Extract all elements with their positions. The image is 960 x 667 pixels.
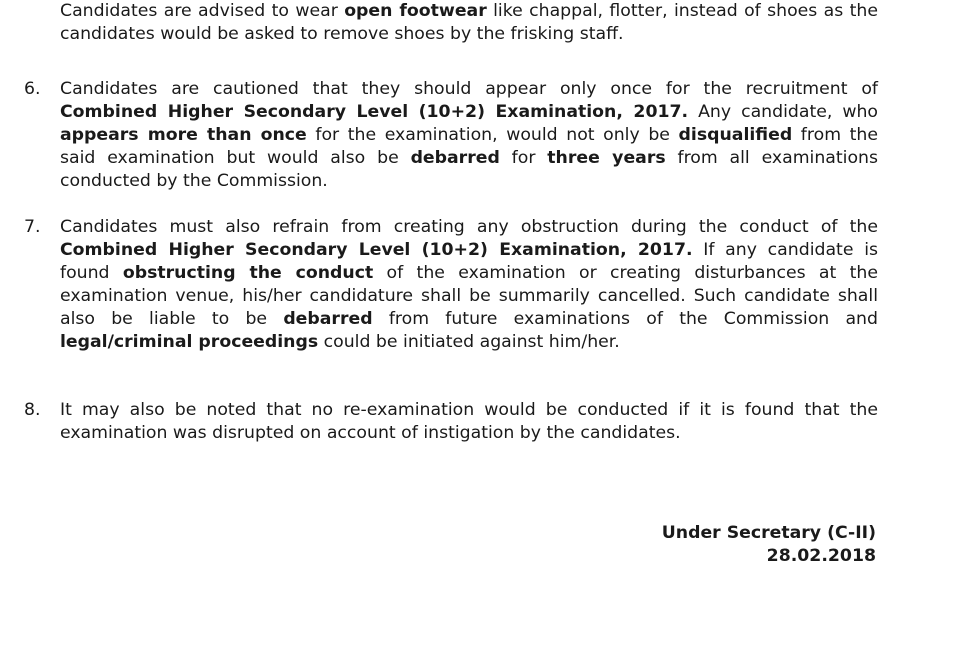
emphasized-text: open footwear	[344, 1, 487, 21]
paragraph-7-text	[60, 216, 878, 354]
paragraph-7-number: 7.	[24, 217, 41, 237]
text-run: Candidates are advised to wear	[60, 1, 345, 21]
emphasized-text: three years	[547, 148, 666, 168]
text-run: It may also be noted that no re-examination would be conducted if it is found that the examination was disrupted on account of instigation by the candidates.	[60, 400, 878, 443]
paragraph-5-text	[60, 0, 878, 46]
text-run: could be initiated against him/her.	[318, 332, 620, 352]
text-run: If any candidate is found	[60, 240, 878, 283]
text-run: of the examination or creating disturbances at the examination venue, his/her candidature shall be summarily cancelled. Such candidate shall also be liable to be	[60, 263, 878, 329]
emphasized-text: Combined Higher Secondary Level (10+2) Examination, 2017.	[60, 102, 689, 122]
paragraph-7	[24, 216, 878, 354]
emphasized-text: appears more than once	[60, 125, 307, 145]
paragraph-8	[24, 399, 878, 445]
text-run: Any candidate, who	[688, 102, 879, 122]
paragraph-6-number: 6.	[24, 79, 41, 99]
text-run: from all examinations conducted by the Commission.	[60, 148, 879, 191]
paragraph-5-continued	[60, 0, 878, 46]
text-run: from the said examination but would also be	[60, 125, 878, 168]
signature-date: 28.02.2018	[766, 546, 876, 566]
text-run: Candidates are cautioned that they should appear only once for the recruitment of	[60, 79, 878, 99]
emphasized-text: debarred	[283, 309, 373, 329]
emphasized-text: legal/criminal proceedings	[60, 332, 319, 352]
emphasized-text: obstructing the conduct	[122, 263, 374, 283]
text-run: for the examination, would not only be	[306, 125, 679, 145]
paragraph-6-text	[60, 78, 878, 193]
text-run: like chappal, flotter, instead of shoes as the candidates would be asked to remove shoes by the frisking staff.	[60, 1, 878, 44]
paragraph-6	[24, 78, 879, 193]
emphasized-text: disqualified	[678, 125, 793, 145]
text-run: from future examinations of the Commission and	[372, 309, 878, 329]
emphasized-text: Combined Higher Secondary Level (10+2) Examination, 2017.	[60, 240, 693, 260]
signatory-designation: Under Secretary (C-II)	[661, 523, 876, 543]
paragraph-8-text	[60, 399, 878, 445]
text-run: Candidates must also refrain from creating any obstruction during the conduct of the	[60, 217, 878, 237]
text-run: for	[499, 148, 548, 168]
emphasized-text: debarred	[410, 148, 500, 168]
signature-block	[662, 522, 876, 568]
paragraph-8-number: 8.	[24, 400, 41, 420]
